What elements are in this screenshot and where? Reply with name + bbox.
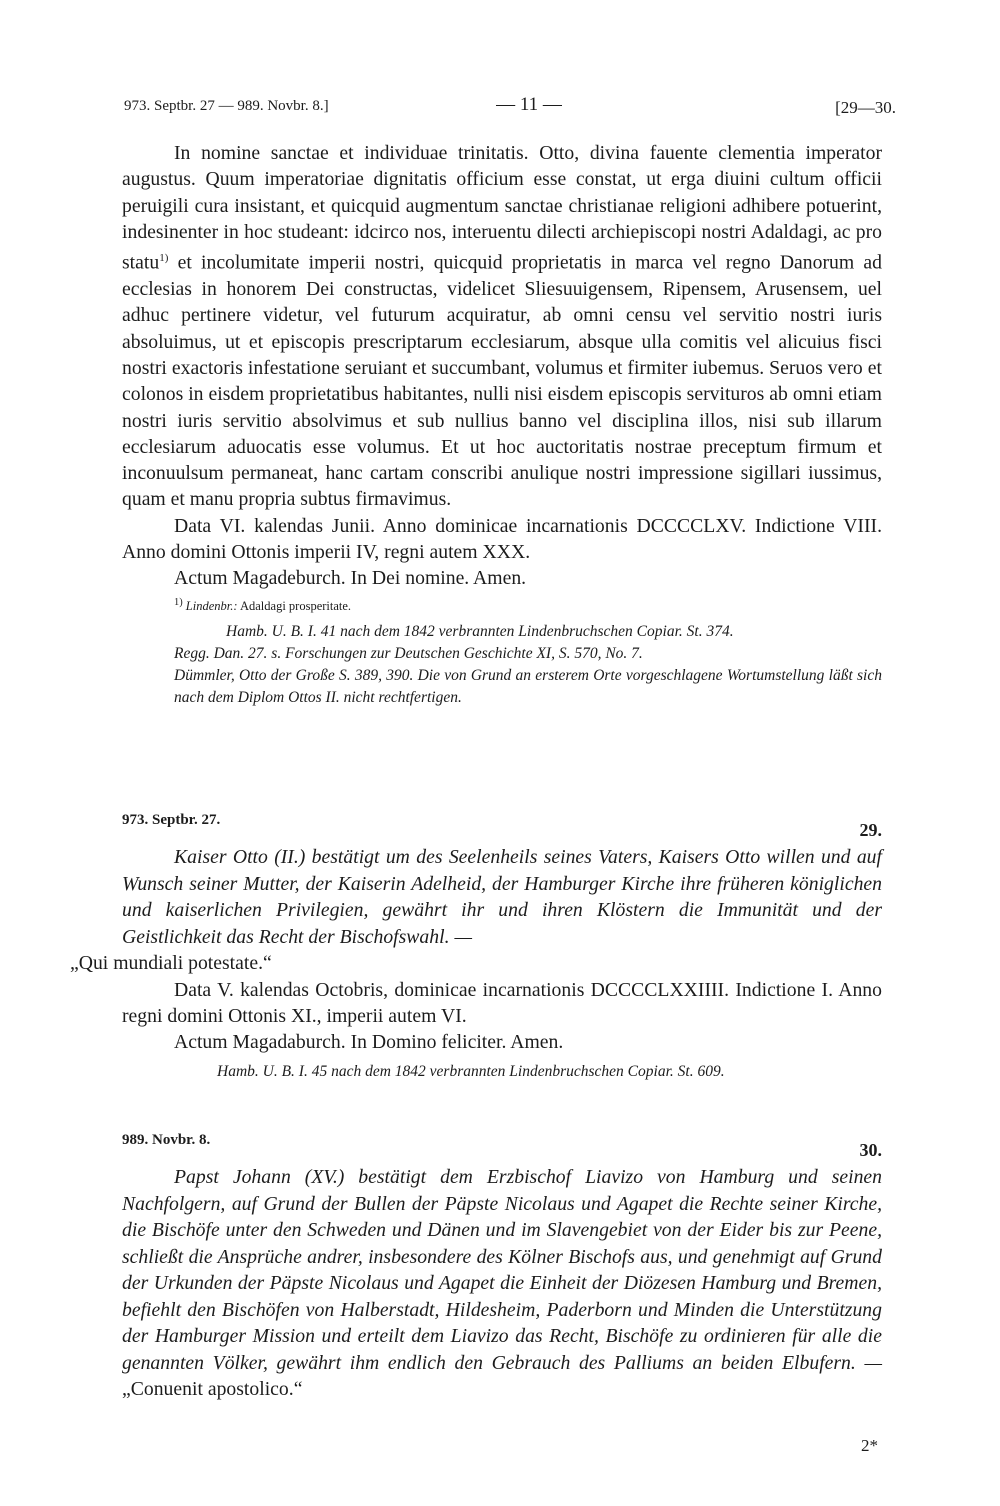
document-30-regest	[122, 1164, 882, 1403]
charter-body-paragraph	[122, 140, 882, 513]
document-30	[122, 1128, 882, 1403]
source-line-1: Hamb. U. B. I. 41 nach dem 1842 verbrannten Lindenbruchschen Copiar. St. 374.	[226, 622, 734, 640]
document-29-regest-text: Kaiser Otto (II.) bestätigt um des Seelenheils seines Vaters, Kaisers Otto willen und auf Wunsch seiner Mutter, der Kaiserin Adelheid, der Hamburger Kirche ihre früheren königlichen und kaiserlichen Privilegien, gewährt ihr und ihren Klöstern die Immunität und der Geistlichkeit das Recht der Bischofswahl. —	[122, 846, 882, 948]
document-29	[70, 808, 882, 1083]
document-29-regest	[70, 844, 882, 977]
page-number: — 11 —	[496, 94, 562, 115]
header-date-range: 973. Septbr. 27 — 989. Novbr. 8.]	[124, 98, 329, 114]
document-30-incipit: „Conuenit apostolico.“	[122, 1378, 303, 1400]
source-line-3: Dümmler, Otto der Große S. 389, 390. Die von Grund an ersterem Orte vorgeschlagene Wortumstellung läßt sich nach dem Diplom Ottos II. nicht rechtfertigen.	[174, 666, 882, 706]
charter-text-part2: et incolumitate imperii nostri, quicquid proprietatis in marca vel regno Danorum ad ecclesias in honorem Dei constructas, videlicet Sliesuuigensem, Ripensem, Arusensem, uel adhuc pertinere videtur, vel futurum acquiratur, ab omni censu vel servitio nostri iuris absoluimus, ut et episcopis prescriptarum ecclesiarum, absque ulla comitis vel alicuius fisci nostri exactoris infestatione seruiant et succumbant, volumus et firmiter iubemus. Seruos vero et colonos in eisdem proprietatibus habitantes, nulli nisi eisdem episcopis servituros ab omni etiam nostri iuris servitio absolvimus et sub nullius banno vel disciplina illos, nisi sub illarum ecclesiarum aduocatis esse volumus. Et ut hoc auctoritatis nostrae preceptum firmum et inconuulsum permaneat, hanc cartam conscribi anulique nostri impressione sigillari iussimus, quam et manu propria subtus firmavimus.	[122, 251, 882, 511]
document-29-actum-clause: Actum Magadaburch. In Domino feliciter. Amen.	[174, 1031, 564, 1054]
document-30-date: 989. Novbr. 8.	[122, 1132, 211, 1148]
charter-text-block	[122, 140, 882, 709]
source-citations	[122, 621, 882, 709]
footnote-marker: 1)	[174, 596, 183, 608]
document-29-source: Hamb. U. B. I. 45 nach dem 1842 verbrannten Lindenbruchschen Copiar. St. 609.	[217, 1063, 725, 1081]
running-header	[124, 94, 896, 124]
document-29-dating-clause: Data V. kalendas Octobris, dominicae incarnationis DCCCCLXXIIII. Indictione I. Anno regni domini Ottonis XI., imperii autem VI.	[122, 978, 882, 1027]
header-document-range: [29—30.	[835, 98, 896, 117]
document-30-regest-text: Papst Johann (XV.) bestätigt dem Erzbischof Liavizo von Hamburg und seinen Nachfolgern, auf Grund der Bullen der Päpste Nicolaus und Agapet die Rechte seiner Kirche, die Bischöfe unter den Schweden und Dänen und im Slavengebiet von der Eider bis zur Peene, schließt die Ansprüche andrer, insbesondere des Kölner Bischofs aus, und genehmigt auf Grund der Urkunden der Päpste Nicolaus und Agapet die Einheit der Diözesen Hamburg und Bremen, befiehlt den Bischöfen von Halberstadt, Hildesheim, Paderborn und Minden die Unterstützung der Hamburger Mission und erteilt dem Liavizo das Recht, Bischöfe zu ordinieren für alle die genannten Völker, gewährt ihm endlich den Gebrauch des Palliums an beiden Elbufern. —	[122, 1166, 882, 1374]
charter-text-part1: In nomine sanctae et individuae trinitatis. Otto, divina fauente clementia imperator augustus. Quum imperatoriae dignitatis officium esse constat, ut erga diuini cultum officii peruigili cura insistant, et quicquid augmentum sanctae christianae religioni adhibere potuerint, indesinenter in hoc studeant: idcirco nos, interuentu dilecti archiepiscopi nostri Adaldagi, ac pro statu	[122, 142, 882, 274]
document-29-heading	[122, 808, 882, 840]
printer-signature: 2*	[861, 1436, 878, 1455]
charter-actum-clause: Actum Magadeburch. In Dei nomine. Amen.	[174, 567, 527, 590]
document-29-incipit: „Qui mundiali potestate.“	[70, 952, 272, 974]
charter-dating-clause: Data VI. kalendas Junii. Anno dominicae incarnationis DCCCCLXV. Indictione VIII. Anno domini Ottonis imperii IV, regni autem XXX.	[122, 514, 882, 564]
document-30-heading	[122, 1128, 882, 1160]
document-30-number: 30.	[859, 1140, 882, 1160]
footnote-reference: 1)	[159, 252, 169, 265]
document-29-date: 973. Septbr. 27.	[122, 812, 221, 828]
document-29-number: 29.	[859, 820, 882, 840]
footnote	[122, 592, 882, 617]
source-line-2: Regg. Dan. 27. s. Forschungen zur Deutschen Geschichte XI, S. 570, No. 7.	[174, 644, 643, 662]
footnote-text: Adaldagi prosperitate.	[237, 598, 352, 613]
footnote-author: Lindenbr.:	[185, 598, 238, 613]
